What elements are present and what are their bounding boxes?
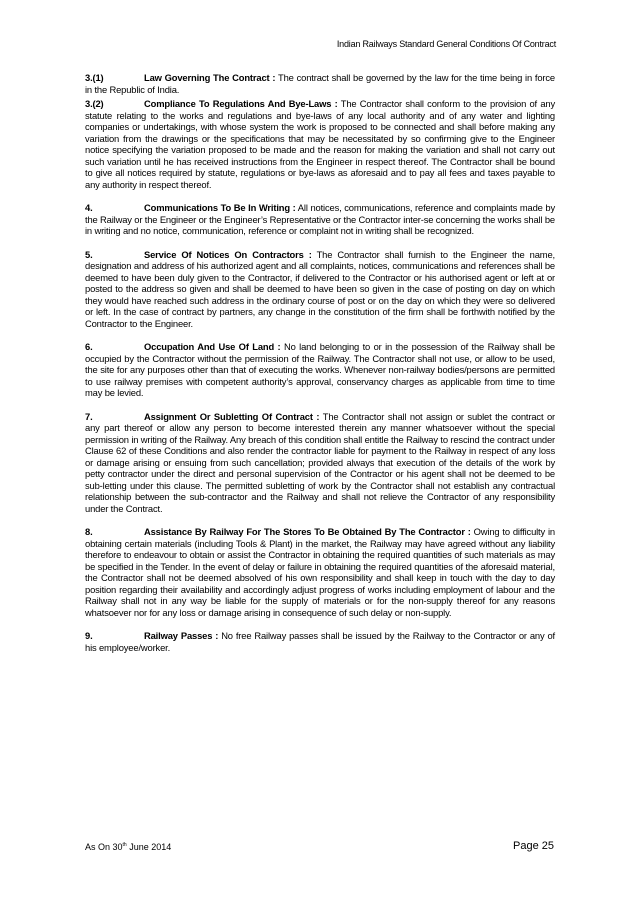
clause-number: 4.: [85, 202, 93, 213]
clause-text: The Contractor shall not assign or sublet the contract or any part thereof or allow any person to become interested therein any manner whatsoever without the special permission in writing of the Railway. Any breach of this condition shall entitle the Railway to rescind the contract under Clause 62 of these Conditions and also render the contractor liable for payment to the Railway in respect of any loss or damage arising or ensuing from such cancellation; provided always that execution of the details of the work by petty contractor under the direct and personal supervision of the Contractor or his agent shall not be deemed to be sub-letting under this clause. The permitted subletting of work by the Contractor shall not establish any contractual relationship between the sub-contractor and the Railway and shall not relieve the Contractor of any responsibility under the Contract.: [85, 410, 555, 514]
clause-text: No free Railway passes shall be issued by the Railway to the Contractor or any of his employee/worker.: [85, 630, 555, 653]
clause-number: 9.: [85, 630, 93, 641]
page-number: Page 25: [513, 840, 554, 852]
clause-5: [85, 249, 555, 330]
running-header: Indian Railways Standard General Conditions Of Contract: [336, 39, 556, 49]
document-body: [85, 72, 555, 665]
clause-3-2: [85, 98, 555, 190]
clause-7: [85, 411, 555, 515]
clause-4: [85, 202, 555, 237]
clause-6: [85, 341, 555, 399]
clause-text: No land belonging to or in the possession of the Railway shall be occupied by the Contractor without the permission of the Railway. The Contractor shall not use, or allow to be used, the site for any purposes other than that of executing the works. Whenever non-railway bodies/persons are permitted to use railway premises with competent authority’s approval, conservancy charges as applicable from time to time may be levied.: [85, 341, 555, 398]
clause-number: 3.(2): [85, 98, 104, 109]
clause-text: The Contractor shall furnish to the Engineer the name, designation and address of his authorized agent and all complaints, notices, communications and references shall be deemed to have been duly given to the Contractor, if delivered to the Contractor or his authorised agent or left at or posted to the address so given and shall be deemed to have been so given in the case of posting on day on which they would have reached such address in the ordinary course of post or on the day on which they were so delivered or left. In the case of contract by partners, any change in the constitution of the firm shall be forthwith notified by the Contractor to the Engineer.: [85, 248, 555, 329]
clause-title: Compliance To Regulations And Bye-Laws :: [144, 98, 338, 109]
clause-3-1: [85, 72, 555, 95]
clause-text: All notices, communications, reference and complaints made by the Railway or the Engineer or the Engineer’s Representative or the Contractor inter-se concerning the works shall be in writing and no notice, communication, reference or complaint not in writing shall be recognized.: [85, 202, 556, 236]
clause-text: The contract shall be governed by the law for the time being in force in the Republic of India.: [85, 72, 555, 95]
footer-date: As On 30th June 2014: [85, 842, 172, 852]
clause-number: 6.: [85, 341, 93, 352]
clause-9: [85, 630, 555, 653]
clause-text: The Contractor shall conform to the provision of any statute relating to the works and regulations and bye-laws of any local authority and of any water and lighting companies or undertakings, with whose system the work is proposed to be connected and shall before making any variation from the drawings or the specifications that may be necessitated by so confirming give to the Engineer notice specifying the variation proposed to be made and the reason for making the variation and shall not carry out such variation until he has received instructions from the Engineer in respect thereof. The Contractor shall be bound to give all notices required by statute, regulations or bye-laws as aforesaid and to pay all fees and taxes payable to any authority in respect thereof.: [85, 98, 555, 190]
clause-title: Law Governing The Contract :: [144, 72, 276, 83]
clause-number: 7.: [85, 410, 93, 422]
clause-title: Assignment Or Subletting Of Contract :: [144, 410, 320, 422]
clause-title: Occupation And Use Of Land :: [144, 341, 281, 352]
clause-text: Owing to difficulty in obtaining certain materials (including Tools & Plant) in the market, the Railway may have agreed without any liability therefore to endeavour to obtain or assist the Contractor in obtaining the required quantities of such materials as may be specified in the Tender. In the event of delay or failure in obtaining the required quantities of the aforesaid material, the Contractor shall not be deemed absolved of his own responsibility and shall keep in touch with the day to day position regarding their availability and accordingly adjust progress of works including employment of labour and the Railway shall not in any way be liable for the supply of materials or for the non-supply thereof for any reasons whatsoever nor for any loss or damage arising in consequence of such delay or non-supply.: [85, 526, 555, 618]
clause-number: 3.(1): [85, 72, 104, 83]
clause-title: Communications To Be In Writing :: [144, 202, 296, 213]
clause-title: Service Of Notices On Contractors :: [144, 248, 312, 260]
clause-number: 8.: [85, 526, 93, 537]
clause-title: Railway Passes :: [144, 630, 219, 641]
clause-number: 5.: [85, 248, 93, 260]
clause-8: [85, 526, 555, 618]
clause-title: Assistance By Railway For The Stores To Be Obtained By The Contractor :: [144, 526, 471, 537]
